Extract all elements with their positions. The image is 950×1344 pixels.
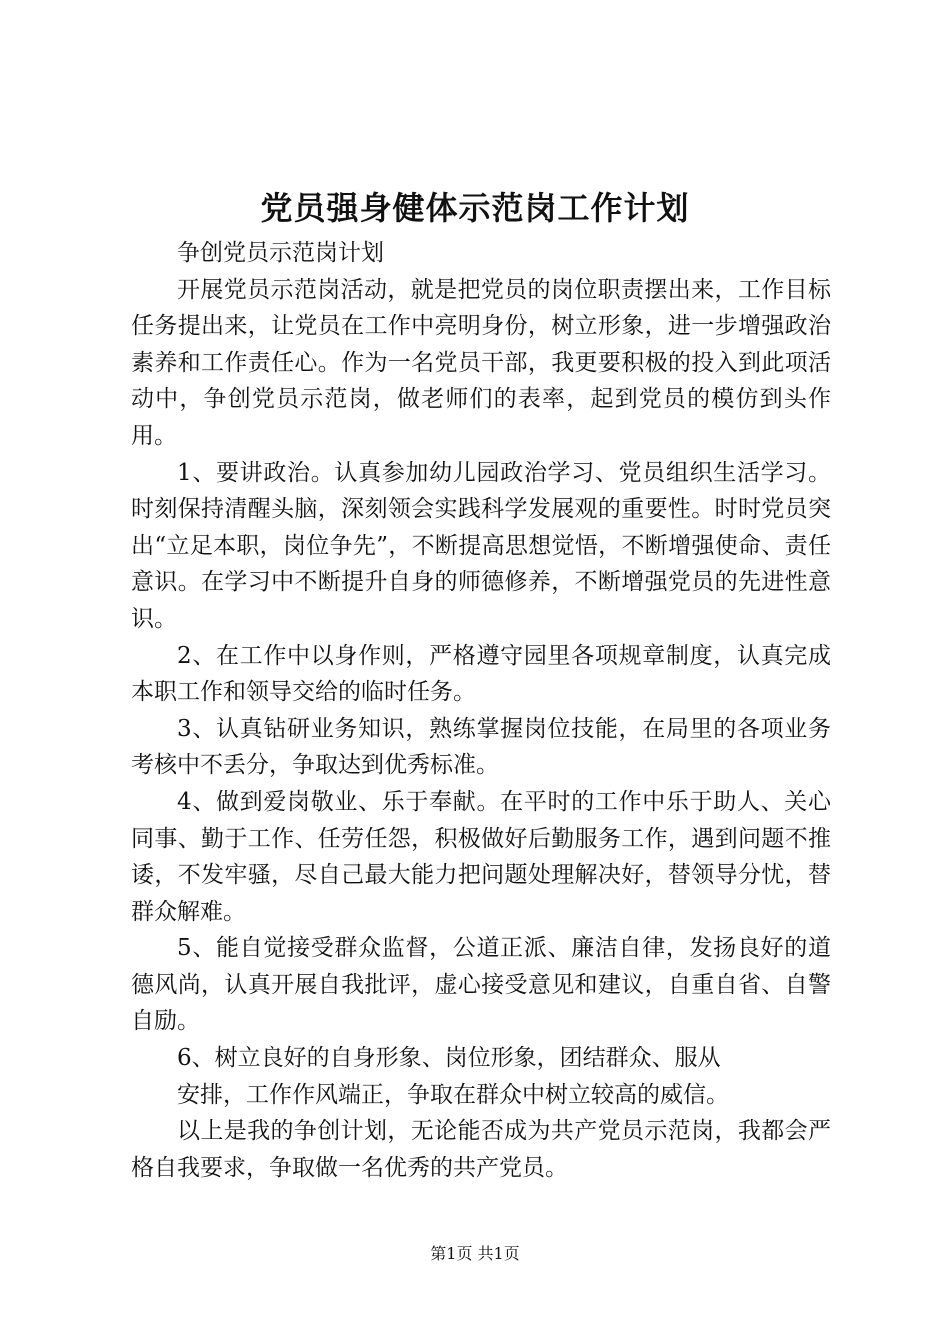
- document-body: [131, 235, 831, 1186]
- intro-paragraph: 开展党员示范岗活动，就是把党员的岗位职责摆出来，工作目标任务提出来，让党员在工作中亮明身份，树立形象，进一步增强政治素养和工作责任心。作为一名党员干部，我更要积极的投入到此项活动中，争创党员示范岗，做老师们的表率，起到党员的模仿到头作用。: [131, 276, 831, 449]
- subtitle-paragraph: 争创党员示范岗计划: [177, 240, 384, 266]
- item-1-paragraph: 1、要讲政治。认真参加幼儿园政治学习、党员组织生活学习。时刻保持清醒头脑，深刻领会实践科学发展观的重要性。时时党员突出“立足本职，岗位争先”，不断提高思想觉悟，不断增强使命、责任意识。在学习中不断提升自身的师德修养，不断增强党员的先进性意识。: [131, 459, 831, 632]
- item-4-paragraph: 4、做到爱岗敬业、乐于奉献。在平时的工作中乐于助人、关心同事、勤于工作、任劳任怨，积极做好后勤服务工作，遇到问题不推诿，不发牢骚，尽自己最大能力把问题处理解决好，替领导分忧，替群众解难。: [131, 788, 831, 925]
- item-5-paragraph: 5、能自觉接受群众监督，公道正派、廉洁自律，发扬良好的道德风尚，认真开展自我批评，虚心接受意见和建议，自重自省、自警自励。: [131, 935, 831, 1035]
- item-2-paragraph: 2、在工作中以身作则，严格遵守园里各项规章制度，认真完成本职工作和领导交给的临时任务。: [131, 642, 831, 706]
- item-6-paragraph: 6、树立良好的自身形象、岗位形象，团结群众、服从: [177, 1045, 721, 1072]
- closing-paragraph: 以上是我的争创计划，无论能否成为共产党员示范岗，我都会严格自我要求，争取做一名优秀的共产党员。: [131, 1118, 831, 1181]
- document-title: 党员强身健体示范岗工作计划: [260, 189, 690, 227]
- item-3-paragraph: 3、认真钻研业务知识，熟练掌握岗位技能，在局里的各项业务考核中不丢分，争取达到优秀标准。: [131, 715, 831, 779]
- page-number-footer: 第1页 共1页: [430, 1244, 520, 1263]
- item-6-continuation: 安排，工作作风端正，争取在群众中树立较高的威信。: [177, 1081, 729, 1108]
